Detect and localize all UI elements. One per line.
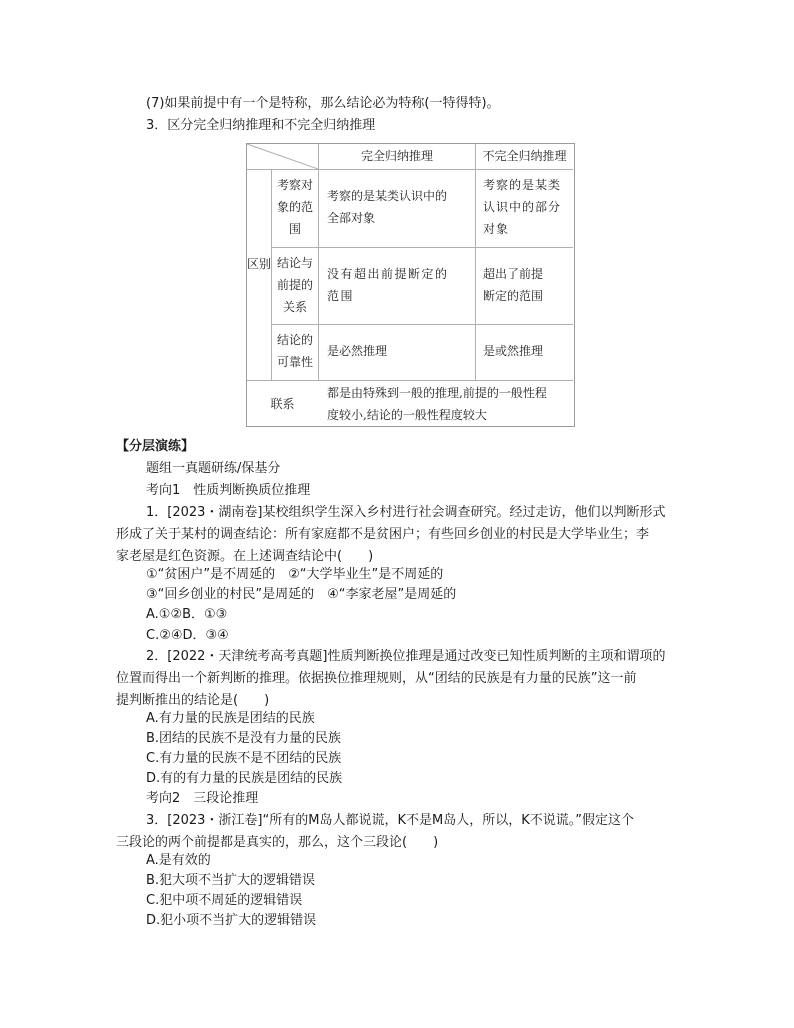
hline-row3	[247, 380, 573, 381]
row2-label	[272, 252, 318, 318]
q3-option[interactable]: C.犯中项不周延的逻辑错误	[146, 893, 303, 908]
group-title: 题组一真题研练/保基分	[146, 461, 281, 476]
q3-option[interactable]: B.犯大项不当扩大的逻辑错误	[146, 873, 316, 888]
row2-label-line: 结论与	[276, 256, 313, 270]
q1-options-cd[interactable]: C.②④D．③④	[146, 628, 229, 643]
row3-label-line: 结论的	[276, 333, 313, 347]
group-label-distinction: 区别	[247, 257, 272, 271]
row3-complete	[327, 340, 472, 362]
link-label: 联系	[270, 397, 295, 411]
q1-line: 1．[2023・湖南卷]某校组织学生深入乡村进行社会调查研究。经过走访，他们以判断形式	[146, 505, 666, 520]
rule-7-text: (7)如果前提中有一个是特称，那么结论必为特称(一特得特)。	[146, 96, 500, 111]
q2-line: 提判断推出的结论是( )	[116, 693, 270, 708]
row1-incomplete-line: 对象	[483, 222, 510, 236]
row2-incomplete-line: 断定的范围	[483, 289, 544, 303]
q3-option[interactable]: D.犯小项不当扩大的逻辑错误	[146, 913, 317, 928]
hline-row1	[271, 247, 573, 248]
q3-line: 3．[2023・浙江卷]“所有的M岛人都说谎，K不是M岛人，所以，K不说谎。”假定这个	[146, 813, 634, 828]
row3-label	[272, 329, 318, 373]
q2-option[interactable]: D.有的有力量的民族是团结的民族	[146, 771, 343, 786]
q1-statement: ③“回乡创业的村民”是周延的 ④“李家老屋”是周延的	[146, 587, 457, 602]
row3-incomplete-line: 是或然推理	[483, 344, 544, 358]
header-incomplete: 不完全归纳推理	[482, 149, 567, 163]
hline-row2	[271, 324, 573, 325]
row3-incomplete	[483, 340, 571, 362]
row1-incomplete-line: 认识中的部分	[483, 200, 562, 214]
row2-incomplete-line: 超出了前提	[483, 267, 544, 281]
diagonal-header-line	[247, 144, 318, 169]
heading-3: 3．区分完全归纳推理和不完全归纳推理	[146, 118, 376, 133]
row1-complete	[327, 185, 472, 229]
row2-complete-line: 没有超出前提断定的	[327, 267, 449, 281]
row3-label-line: 可靠性	[276, 355, 313, 369]
topic-2: 考向2 三段论推理	[146, 791, 259, 806]
q1-line: 形成了关于某村的调查结论：所有家庭都不是贫困户；有些回乡创业的村民是大学毕业生；李	[116, 527, 650, 542]
link-content	[327, 382, 572, 426]
row3-complete-line: 是必然推理	[327, 344, 388, 358]
row1-incomplete-line: 考察的是某类	[483, 178, 562, 192]
row1-label-line: 考察对	[276, 178, 313, 192]
q2-line: 2．[2022・天津统考高考真题]性质判断换位推理是通过改变已知性质判断的主项和谓项的	[146, 649, 666, 664]
q1-line: 家老屋是红色资源。在上述调查结论中( )	[116, 549, 374, 564]
row1-complete-line: 全部对象	[327, 211, 376, 225]
q2-option[interactable]: B.团结的民族不是没有力量的民族	[146, 731, 342, 746]
row2-complete	[327, 263, 472, 307]
header-complete: 完全归纳推理	[360, 149, 433, 163]
link-content-line: 都是由特殊到一般的推理,前提的一般性程	[327, 386, 547, 400]
section-title: 【分层演练】	[116, 439, 195, 454]
q2-option[interactable]: A.有力量的民族是团结的民族	[146, 711, 315, 726]
row1-incomplete	[483, 174, 571, 240]
row1-label-line: 象的范	[276, 200, 313, 214]
q3-line: 三段论的两个前提都是真实的，那么，这个三段论( )	[116, 835, 439, 850]
link-content-line: 度较小,结论的一般性程度较大	[327, 408, 487, 422]
hline-header	[247, 169, 573, 170]
row2-complete-line: 范围	[327, 289, 355, 303]
topic-1: 考向1 性质判断换质位推理	[146, 483, 311, 498]
q2-option[interactable]: C.有力量的民族不是不团结的民族	[146, 751, 342, 766]
vline-middle	[475, 144, 476, 380]
row1-label-line: 围	[288, 222, 301, 236]
row2-label-line: 前提的	[276, 278, 313, 292]
row1-complete-line: 考察的是某类认识中的	[327, 189, 448, 203]
q1-statement: ①“贫困户”是不周延的 ②“大学毕业生”是不周延的	[146, 567, 444, 582]
row2-incomplete	[483, 263, 571, 307]
induction-comparison-table	[246, 143, 575, 427]
q3-option[interactable]: A.是有效的	[146, 853, 211, 868]
vline-label	[318, 144, 319, 380]
q2-line: 位置而得出一个新判断的推理。依据换位推理规则，从“团结的民族是有力量的民族”这一前	[116, 671, 637, 686]
row2-label-line: 关系	[282, 300, 307, 314]
q1-options-ab[interactable]: A.①②B．①③	[146, 607, 228, 622]
row1-label	[272, 174, 318, 240]
